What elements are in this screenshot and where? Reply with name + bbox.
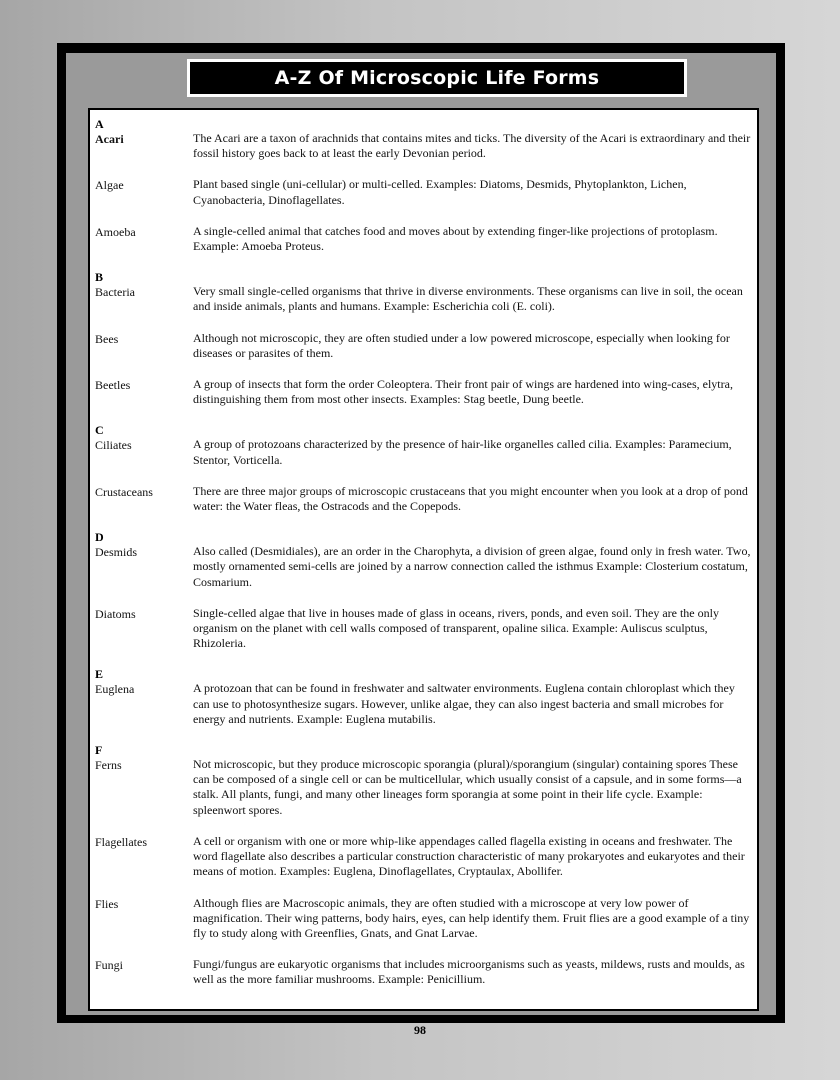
entry-definition: Fungi/fungus are eukaryotic organisms that includes microorganisms such as yeasts, mildews, rusts and moulds, as well as the more familiar mushrooms. Example: Penicillium. [193,957,745,987]
section-letter: D [95,530,104,545]
entry-term: Flagellates [95,834,147,849]
glossary-entry [95,331,751,361]
entry-term: Bees [95,331,119,346]
entry-definition: A group of protozoans characterized by the presence of hair-like organelles called cilia. Examples: Paramecium, Stentor, Vorticella. [193,437,732,467]
glossary-entry [95,544,751,590]
entry-term: Ciliates [95,438,132,453]
entry-definition: A group of insects that form the order Coleoptera. Their front pair of wings are hardened into wing-cases, elytra, distinguishing them from most other insects. Examples: Stag beetle, Dung beetle. [193,377,733,407]
entry-term: Flies [95,896,119,911]
glossary-entry [95,131,751,161]
glossary-panel [88,108,759,1011]
section-letter: C [95,423,104,438]
entry-definition: The Acari are a taxon of arachnids that contains mites and ticks. The diversity of the Acari is extraordinary and their fossil history goes back to at least the early Devonian period. [193,131,751,161]
section-letter: A [95,117,104,131]
glossary-entry [95,377,751,407]
glossary-entry [95,757,751,818]
section-letter: B [95,270,104,285]
entry-definition: A cell or organism with one or more whip-like appendages called flagella existing in oceans and freshwater. The word flagellate also describes a particular construction characteristic of many prokaryotes and eukaryotes and their means of motion. Examples: Euglena, Dinoflagellates, Cryptaulax, Abollifer. [193,833,745,879]
entry-definition: Although not microscopic, they are often studied under a low powered microscope, especially when looking for diseases or parasites of them. [193,330,730,360]
page-title: A-Z Of Microscopic Life Forms [190,62,684,94]
entry-term: Fungi [95,958,124,973]
glossary-entry [95,957,751,987]
entry-term: Beetles [95,378,131,393]
entry-term: Crustaceans [95,484,153,499]
glossary-entry [95,606,751,652]
entry-definition: Very small single-celled organisms that thrive in diverse environments. These organisms can live in soil, the ocean and inside animals, plants and humans. Example: Escherichia coli (E. coli). [193,284,743,314]
entry-definition: Not microscopic, but they produce microscopic sporangia (plural)/sporangium (singular) containing spores These can be composed of a single cell or can be multicellular, which usually consist of a capsule, and in some forms—a stalk. All plants, fungi, and many other lineages form sporangia at some point in their life cycle. Example: spleenwort spores. [193,757,742,817]
glossary-entry [95,896,751,942]
glossary-entry [95,437,751,467]
glossary-list [90,110,757,1009]
glossary-entry [95,284,751,314]
entry-term: Algae [95,178,124,193]
page-number: 98 [414,1023,426,1037]
entry-term: Amoeba [95,224,136,239]
glossary-entry [95,681,751,727]
entry-definition: Also called (Desmidiales), are an order in the Charophyta, a division of green algae, found only in fresh water. Two, mostly ornamented semi-cells are joined by a narrow connection called the isthmus Example: Closterium costatum, Cosmarium. [193,544,751,589]
entry-definition: Plant based single (uni-cellular) or multi-celled. Examples: Diatoms, Desmids, Phytoplankton, Lichen, Cyanobacteria, Dinoflagellates. [193,177,687,207]
glossary-entry [95,484,751,514]
entry-definition: Although flies are Macroscopic animals, they are often studied with a microscope at very low power of magnification. Their wing patterns, body hairs, eyes, can help identify them. Fruit flies are a good example of a tiny fly to study along with Greenflies, Gnats, and Gnat Larvae. [193,895,750,940]
entry-term: Ferns [95,758,122,773]
entry-term: Desmids [95,545,137,560]
entry-term: Diatoms [95,606,136,621]
glossary-entry [95,834,751,880]
glossary-entry [95,177,751,207]
entry-definition: A single-celled animal that catches food and moves about by extending finger-like projections of protoplasm. Example: Amoeba Proteus. [193,223,718,254]
entry-term: Bacteria [95,285,135,300]
glossary-entry [95,224,751,254]
entry-definition: A protozoan that can be found in freshwater and saltwater environments. Euglena contain chloroplast which they can use to photosynthesize sugars. However, unlike algae, they can also ingest bacteria and small microbes for energy and nutrients. Example: Euglena mutabilis. [193,681,735,726]
section-letter: E [95,667,104,682]
entry-definition: Single-celled algae that live in houses made of glass in oceans, rivers, ponds, and even soil. They are the only organism on the planet with cell walls composed of transparent, opaline silica. Example: Auliscus sculptus, Rhizoleria. [193,605,719,651]
title-banner [187,59,687,97]
entry-term: Acari [95,132,124,146]
entry-term: Euglena [95,682,135,697]
section-letter: F [95,743,103,758]
entry-definition: There are three major groups of microscopic crustaceans that you might encounter when you look at a drop of pond water: the Water fleas, the Ostracods and the Copepods. [193,483,748,514]
